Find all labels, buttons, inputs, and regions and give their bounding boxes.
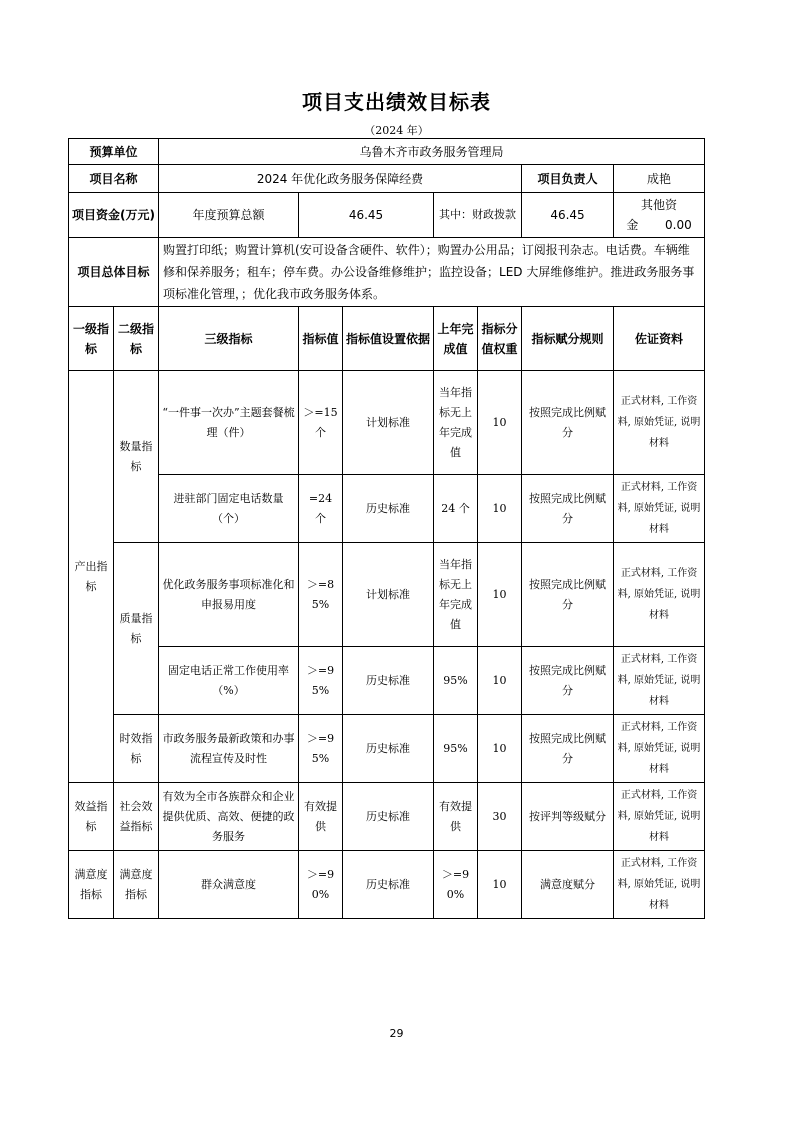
row-l3: 群众满意度 xyxy=(159,851,299,919)
row-basis: 历史标准 xyxy=(343,475,434,543)
other-funds-value xyxy=(614,193,705,238)
row-weight: 30 xyxy=(478,783,522,851)
page-number: 29 xyxy=(389,1027,404,1040)
row-evidence: 正式材料, 工作资料, 原始凭证, 说明材料 xyxy=(614,371,705,475)
header-row xyxy=(69,307,705,371)
row-rule: 满意度赋分 xyxy=(522,851,614,919)
row-evidence: 正式材料, 工作资料, 原始凭证, 说明材料 xyxy=(614,647,705,715)
row-l3: 进驻部门固定电话数量（个） xyxy=(159,475,299,543)
row-value: ＞=95% xyxy=(299,715,343,783)
budget-unit-row xyxy=(69,139,705,165)
goal-label: 项目总体目标 xyxy=(69,238,159,307)
group-output: 产出指标 xyxy=(69,371,114,783)
row-rule: 按照完成比例赋分 xyxy=(522,475,614,543)
page-title: 项目支出绩效目标表 xyxy=(302,90,491,114)
header-value: 指标值 xyxy=(299,307,343,371)
table-row xyxy=(69,715,705,783)
row-l3: “一件事一次办”主题套餐梳理（件） xyxy=(159,371,299,475)
row-evidence: 正式材料, 工作资料, 原始凭证, 说明材料 xyxy=(614,475,705,543)
goal-value: 购置打印纸；购置计算机(安可设备含硬件、软件）；购置办公用品；订阅报刊杂志。电话费。车辆维修和保养服务；租车；停车费。办公设备维修维护；监控设备；LED 大屏维修维护。推进政务服务事项标准化管理，；优化我市政务服务体系。 xyxy=(159,238,705,307)
funds-label: 项目资金(万元) xyxy=(69,193,159,238)
row-rule: 按照完成比例赋分 xyxy=(522,647,614,715)
row-weight: 10 xyxy=(478,647,522,715)
header-last-year: 上年完成值 xyxy=(434,307,478,371)
table-row xyxy=(69,371,705,475)
row-value: ＞=95% xyxy=(299,647,343,715)
row-weight: 10 xyxy=(478,715,522,783)
table-row xyxy=(69,783,705,851)
row-l3: 固定电话正常工作使用率（%） xyxy=(159,647,299,715)
header-level2: 二级指标 xyxy=(114,307,159,371)
row-basis: 历史标准 xyxy=(343,715,434,783)
row-weight: 10 xyxy=(478,851,522,919)
manager-label: 项目负责人 xyxy=(522,165,614,193)
table-row xyxy=(69,543,705,647)
header-basis: 指标值设置依据 xyxy=(343,307,434,371)
row-rule: 按照完成比例赋分 xyxy=(522,715,614,783)
group-benefit: 效益指标 xyxy=(69,783,114,851)
row-evidence: 正式材料, 工作资料, 原始凭证, 说明材料 xyxy=(614,783,705,851)
row-l3: 有效为全市各族群众和企业提供优质、高效、便捷的政务服务 xyxy=(159,783,299,851)
table-row xyxy=(69,647,705,715)
group-timeliness: 时效指标 xyxy=(114,715,159,783)
performance-table xyxy=(68,138,705,919)
row-weight: 10 xyxy=(478,543,522,647)
header-level1: 一级指标 xyxy=(69,307,114,371)
other-funds-label: 其他资金 xyxy=(626,198,678,232)
group-quality: 质量指标 xyxy=(114,543,159,715)
row-last: 有效提供 xyxy=(434,783,478,851)
project-name-value: 2024 年优化政务服务保障经费 xyxy=(159,165,522,193)
header-weight: 指标分值权重 xyxy=(478,307,522,371)
row-basis: 计划标准 xyxy=(343,543,434,647)
budget-unit-label: 预算单位 xyxy=(69,139,159,165)
row-last: 当年指标无上年完成值 xyxy=(434,543,478,647)
project-name-row xyxy=(69,165,705,193)
row-last: 24 个 xyxy=(434,475,478,543)
project-name-label: 项目名称 xyxy=(69,165,159,193)
row-rule: 按评判等级赋分 xyxy=(522,783,614,851)
row-value: ＞=15 个 xyxy=(299,371,343,475)
row-weight: 10 xyxy=(478,371,522,475)
row-evidence: 正式材料, 工作资料, 原始凭证, 说明材料 xyxy=(614,543,705,647)
row-rule: 按照完成比例赋分 xyxy=(522,543,614,647)
fiscal-value: 46.45 xyxy=(522,193,614,238)
annual-budget-label: 年度预算总额 xyxy=(159,193,299,238)
row-value: ＞=85% xyxy=(299,543,343,647)
row-basis: 计划标准 xyxy=(343,371,434,475)
row-basis: 历史标准 xyxy=(343,851,434,919)
group-quantity: 数量指标 xyxy=(114,371,159,543)
group-satisfaction2: 满意度指标 xyxy=(114,851,159,919)
row-last: 当年指标无上年完成值 xyxy=(434,371,478,475)
row-value: 有效提供 xyxy=(299,783,343,851)
row-basis: 历史标准 xyxy=(343,647,434,715)
row-rule: 按照完成比例赋分 xyxy=(522,371,614,475)
fiscal-label: 其中：财政拨款 xyxy=(434,193,522,238)
funds-row xyxy=(69,193,705,238)
table-row xyxy=(69,851,705,919)
header-rule: 指标赋分规则 xyxy=(522,307,614,371)
goal-row xyxy=(69,238,705,307)
row-evidence: 正式材料, 工作资料, 原始凭证, 说明材料 xyxy=(614,851,705,919)
row-last: ＞=90% xyxy=(434,851,478,919)
table-row xyxy=(69,475,705,543)
budget-unit-value: 乌鲁木齐市政务服务管理局 xyxy=(159,139,705,165)
row-value: =24 个 xyxy=(299,475,343,543)
row-basis: 历史标准 xyxy=(343,783,434,851)
group-social: 社会效益指标 xyxy=(114,783,159,851)
row-value: ＞=90% xyxy=(299,851,343,919)
manager-value: 成艳 xyxy=(614,165,705,193)
row-last: 95% xyxy=(434,647,478,715)
row-evidence: 正式材料, 工作资料, 原始凭证, 说明材料 xyxy=(614,715,705,783)
annual-budget-value: 46.45 xyxy=(299,193,434,238)
row-weight: 10 xyxy=(478,475,522,543)
group-satisfaction: 满意度指标 xyxy=(69,851,114,919)
row-last: 95% xyxy=(434,715,478,783)
header-level3: 三级指标 xyxy=(159,307,299,371)
row-l3: 优化政务服务事项标准化和申报易用度 xyxy=(159,543,299,647)
row-l3: 市政务服务最新政策和办事流程宣传及时性 xyxy=(159,715,299,783)
year-label: （2024 年） xyxy=(364,124,429,137)
other-funds-amount: 0.00 xyxy=(665,218,692,232)
header-evidence: 佐证资料 xyxy=(614,307,705,371)
